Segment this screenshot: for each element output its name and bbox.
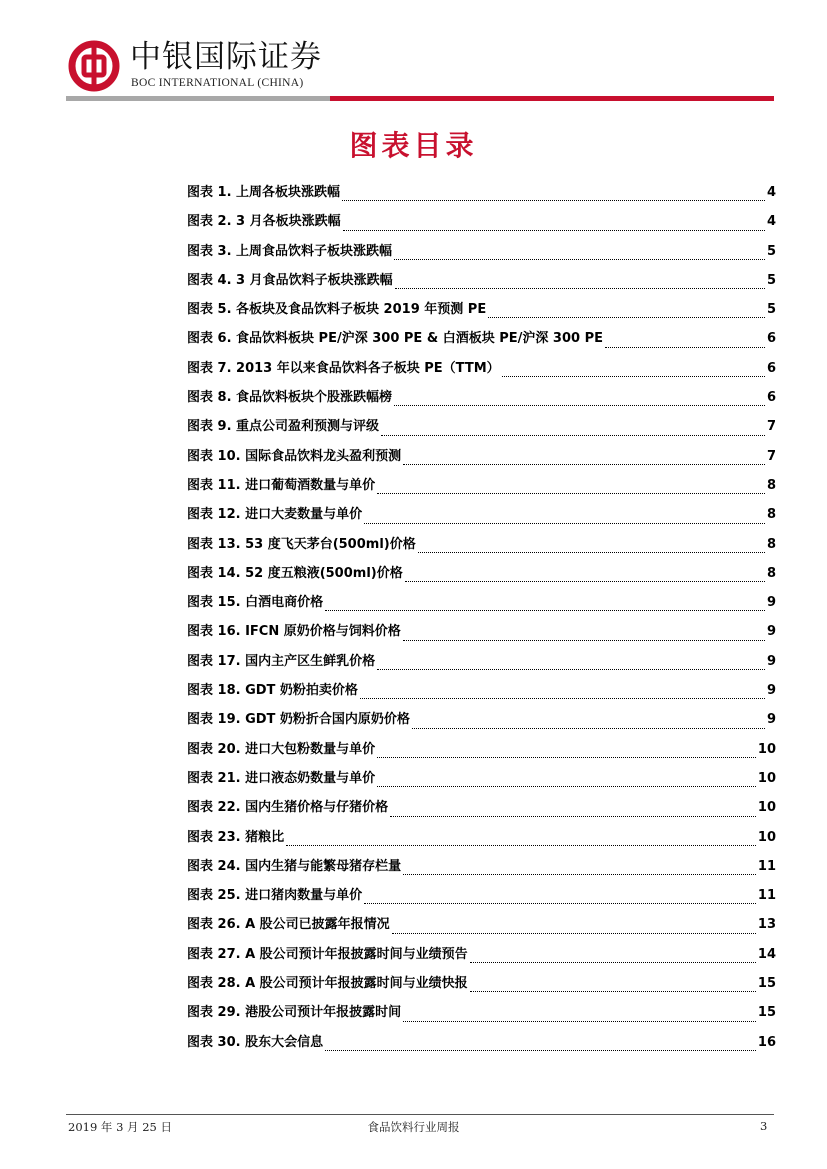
toc-leader-dots <box>403 1020 756 1022</box>
toc-entry-label: 图表 11. 进口葡萄酒数量与单价 <box>187 477 376 493</box>
toc-leader-dots <box>403 873 756 875</box>
toc-entry-page: 7 <box>766 419 776 435</box>
toc-entry[interactable] <box>187 386 776 415</box>
toc-entry[interactable] <box>187 445 776 474</box>
toc-entry-label: 图表 2. 3 月各板块涨跌幅 <box>187 214 341 230</box>
toc-entry[interactable] <box>187 1001 776 1030</box>
toc-leader-dots <box>392 932 756 934</box>
toc-entry[interactable] <box>187 826 776 855</box>
toc-entry-label: 图表 13. 53 度飞天茅台(500ml)价格 <box>187 536 416 552</box>
boc-logo-icon <box>68 40 120 92</box>
toc-leader-dots <box>395 287 765 289</box>
toc-entry[interactable] <box>187 181 776 210</box>
toc-entry-label: 图表 29. 港股公司预计年报披露时间 <box>187 1005 402 1021</box>
toc-entry[interactable] <box>187 1031 776 1060</box>
toc-entry[interactable] <box>187 591 776 620</box>
toc-entry[interactable] <box>187 562 776 591</box>
toc-entry[interactable] <box>187 855 776 884</box>
toc-entry-page: 5 <box>766 243 776 259</box>
toc-entry-page: 5 <box>766 302 776 318</box>
toc-entry[interactable] <box>187 327 776 356</box>
toc-entry-page: 9 <box>766 712 776 728</box>
toc-entry-page: 9 <box>766 683 776 699</box>
toc-leader-dots <box>470 961 756 963</box>
toc-entry[interactable] <box>187 240 776 269</box>
toc-leader-dots <box>377 785 756 787</box>
toc-entry-page: 10 <box>757 741 776 757</box>
toc-leader-dots <box>377 756 756 758</box>
toc-leader-dots <box>325 1049 756 1051</box>
toc-entry-page: 15 <box>757 1005 776 1021</box>
toc-entry-page: 7 <box>766 448 776 464</box>
toc-entry[interactable] <box>187 210 776 239</box>
toc-entry-label: 图表 28. A 股公司预计年报披露时间与业绩快报 <box>187 976 468 992</box>
toc-entry-page: 6 <box>766 390 776 406</box>
toc-leader-dots <box>394 404 765 406</box>
header-divider-red <box>330 96 774 101</box>
toc-entry-label: 图表 15. 白酒电商价格 <box>187 595 324 611</box>
toc-leader-dots <box>403 463 765 465</box>
toc-entry-label: 图表 24. 国内生猪与能繁母猪存栏量 <box>187 858 402 874</box>
toc-entry-label: 图表 27. A 股公司预计年报披露时间与业绩预告 <box>187 946 468 962</box>
toc-entry-label: 图表 30. 股东大会信息 <box>187 1034 324 1050</box>
toc-leader-dots <box>605 346 765 348</box>
toc-entry-label: 图表 20. 进口大包粉数量与单价 <box>187 741 376 757</box>
toc-entry-label: 图表 1. 上周各板块涨跌幅 <box>187 185 341 200</box>
toc-entry-page: 9 <box>766 653 776 669</box>
toc-entry-page: 14 <box>757 946 776 962</box>
toc-entry-label: 图表 14. 52 度五粮液(500ml)价格 <box>187 565 403 581</box>
toc-entry[interactable] <box>187 796 776 825</box>
toc-entry-label: 图表 17. 国内主产区生鲜乳价格 <box>187 653 376 669</box>
toc-entry-page: 8 <box>766 536 776 552</box>
toc-leader-dots <box>405 580 765 582</box>
toc-entry-label: 图表 9. 重点公司盈利预测与评级 <box>187 419 380 435</box>
toc-leader-dots <box>470 990 756 992</box>
toc-entry-label: 图表 10. 国际食品饮料龙头盈利预测 <box>187 448 402 464</box>
toc-leader-dots <box>394 258 765 260</box>
footer-date: 2019 年 3 月 25 日 <box>68 1120 172 1134</box>
toc-leader-dots <box>412 727 765 729</box>
toc-entry-label: 图表 5. 各板块及食品饮料子板块 2019 年预测 PE <box>187 302 487 318</box>
footer-divider <box>66 1114 774 1115</box>
toc-entry-page: 10 <box>757 770 776 786</box>
toc-entry-page: 16 <box>757 1034 776 1050</box>
toc-list <box>187 181 776 1060</box>
toc-entry[interactable] <box>187 913 776 942</box>
toc-leader-dots <box>364 902 756 904</box>
toc-leader-dots <box>377 668 765 670</box>
toc-leader-dots <box>343 229 765 231</box>
toc-entry[interactable] <box>187 708 776 737</box>
toc-entry-page: 10 <box>757 800 776 816</box>
toc-entry-page: 5 <box>766 272 776 288</box>
toc-leader-dots <box>488 316 765 318</box>
toc-entry-label: 图表 25. 进口猪肉数量与单价 <box>187 888 363 904</box>
toc-entry-page: 8 <box>766 477 776 493</box>
toc-entry-label: 图表 8. 食品饮料板块个股涨跌幅榜 <box>187 390 393 406</box>
toc-entry-page: 10 <box>757 829 776 845</box>
toc-entry-label: 图表 6. 食品饮料板块 PE/沪深 300 PE & 白酒板块 PE/沪深 300 PE <box>187 331 603 347</box>
toc-entry[interactable] <box>187 357 776 386</box>
footer-page-number: 3 <box>760 1119 768 1133</box>
toc-leader-dots <box>377 492 765 494</box>
header-divider-grey <box>66 96 330 101</box>
toc-entry-page: 6 <box>766 360 776 376</box>
toc-entry-page: 8 <box>766 565 776 581</box>
toc-entry-page: 11 <box>757 858 776 874</box>
toc-leader-dots <box>286 844 756 846</box>
toc-entry-label: 图表 12. 进口大麦数量与单价 <box>187 507 363 523</box>
toc-leader-dots <box>403 639 765 641</box>
toc-leader-dots <box>418 551 765 553</box>
toc-entry[interactable] <box>187 415 776 444</box>
toc-entry-page: 13 <box>757 917 776 933</box>
toc-title: 图表目录 <box>349 129 478 162</box>
toc-entry-page: 4 <box>766 185 776 200</box>
toc-entry[interactable] <box>187 533 776 562</box>
toc-entry-page: 4 <box>766 214 776 230</box>
toc-entry[interactable] <box>187 679 776 708</box>
toc-entry[interactable] <box>187 650 776 679</box>
toc-entry-page: 8 <box>766 507 776 523</box>
toc-entry-page: 9 <box>766 624 776 640</box>
toc-entry-label: 图表 3. 上周食品饮料子板块涨跌幅 <box>187 243 393 259</box>
toc-entry[interactable] <box>187 943 776 972</box>
toc-entry[interactable] <box>187 298 776 327</box>
toc-entry-label: 图表 18. GDT 奶粉拍卖价格 <box>187 683 358 699</box>
toc-entry[interactable] <box>187 767 776 796</box>
toc-leader-dots <box>381 434 765 436</box>
toc-leader-dots <box>360 697 765 699</box>
toc-entry-label: 图表 16. IFCN 原奶价格与饲料价格 <box>187 624 401 640</box>
footer-report-name: 食品饮料行业周报 <box>367 1120 460 1134</box>
toc-entry-label: 图表 7. 2013 年以来食品饮料各子板块 PE（TTM） <box>187 360 500 376</box>
toc-entry[interactable] <box>187 620 776 649</box>
toc-entry-label: 图表 23. 猪粮比 <box>187 829 285 845</box>
toc-entry[interactable] <box>187 738 776 767</box>
brand-name-cn: 中银国际证券 <box>130 39 322 75</box>
toc-entry-label: 图表 26. A 股公司已披露年报情况 <box>187 917 390 933</box>
toc-entry[interactable] <box>187 884 776 913</box>
toc-leader-dots <box>364 522 765 524</box>
toc-entry-label: 图表 4. 3 月食品饮料子板块涨跌幅 <box>187 272 393 288</box>
toc-leader-dots <box>502 375 765 377</box>
brand-name-en: BOC INTERNATIONAL (CHINA) <box>131 77 304 89</box>
toc-entry-label: 图表 22. 国内生猪价格与仔猪价格 <box>187 800 389 816</box>
toc-leader-dots <box>325 609 765 611</box>
toc-entry[interactable] <box>187 269 776 298</box>
toc-entry[interactable] <box>187 972 776 1001</box>
toc-entry-page: 11 <box>757 888 776 904</box>
toc-entry-page: 9 <box>766 595 776 611</box>
toc-entry[interactable] <box>187 474 776 503</box>
toc-entry-page: 6 <box>766 331 776 347</box>
toc-leader-dots <box>390 815 756 817</box>
toc-entry-page: 15 <box>757 976 776 992</box>
toc-entry-label: 图表 21. 进口液态奶数量与单价 <box>187 770 376 786</box>
toc-entry[interactable] <box>187 503 776 532</box>
toc-leader-dots <box>342 199 765 201</box>
toc-entry-label: 图表 19. GDT 奶粉折合国内原奶价格 <box>187 712 410 728</box>
